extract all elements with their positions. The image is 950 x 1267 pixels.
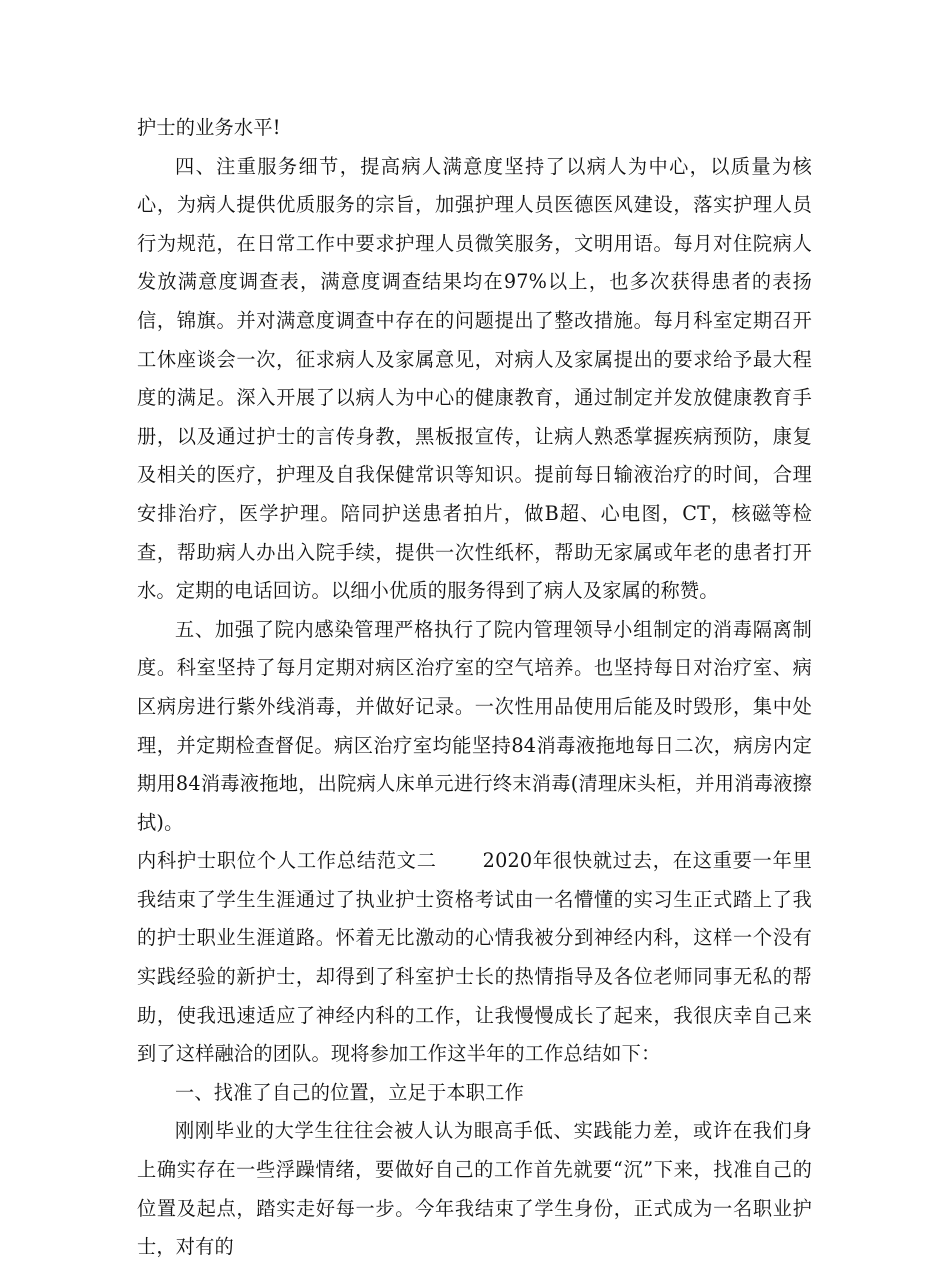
paragraph-service-details: 四、注重服务细节，提高病人满意度坚持了以病人为中心，以质量为核心，为病人提供优质服务的宗旨，加强护理人员医德医风建设，落实护理人员行为规范，在日常工作中要求护理人员微笑服务，文明用语。每月对住院病人发放满意度调查表，满意度调查结果均在97%以上，也多次获得患者的表扬信，锦旗。并对满意度调查中存在的问题提出了整改措施。每月科室定期召开工休座谈会一次，征求病人及家属意见，对病人及家属提出的要求给予最大程度的满足。深入开展了以病人为中心的健康教育，通过制定并发放健康教育手册，以及通过护士的言传身教，黑板报宣传，让病人熟悉掌握疾病预防，康复及相关的医疗，护理及自我保健常识等知识。提前每日输液治疗的时间，合理安排治疗，医学护理。陪同护送患者拍片，做B超、心电图，CT，核磁等检查，帮助病人办出入院手续，提供一次性纸杯，帮助无家属或年老的患者打开水。定期的电话回访。以细小优质的服务得到了病人及家属的称赞。 [137,154,812,603]
subheading-position: 一、找准了自己的位置，立足于本职工作 [175,1080,524,1104]
section-heading: 内科护士职位个人工作总结范文二 [137,849,437,873]
document-body [137,109,812,1267]
paragraph-graduate: 刚刚毕业的大学生往往会被人认为眼高手低、实践能力差，或许在我们身上确实存在一些浮躁情绪，要做好自己的工作首先就要“沉”下来，找准自己的位置及起点，踏实走好每一步。今年我结束了学生身份，正式成为一名职业护士，对有的 [137,1119,812,1259]
paragraph-infection-control: 五、加强了院内感染管理严格执行了院内管理领导小组制定的消毒隔离制度。科室坚持了每月定期对病区治疗室的空气培养。也坚持每日对治疗室、病区病房进行紫外线消毒，并做好记录。一次性用品使用后能及时毁形，集中处理，并定期检查督促。病区治疗室均能坚持84消毒液拖地每日二次，病房内定期用84消毒液拖地，出院病人床单元进行终末消毒(清理床头柜，并用消毒液擦拭)。 [137,617,812,834]
paragraph-sample-two-body: 2020年很快就过去，在这重要一年里我结束了学生生涯通过了执业护士资格考试由一名懵懂的实习生正式踏上了我的护士职业生涯道路。怀着无比激动的心情我被分到神经内科，这样一个没有实践经验的新护士，却得到了科室护士长的热情指导及各位老师同事无私的帮助，使我迅速适应了神经内科的工作，让我慢慢成长了起来，我很庆幸自己来到了这样融洽的团队。现将参加工作这半年的工作总结如下： [137,849,812,1066]
paragraph-sample-two [137,842,812,1074]
paragraph-continuation: 护士的业务水平! [137,116,281,139]
